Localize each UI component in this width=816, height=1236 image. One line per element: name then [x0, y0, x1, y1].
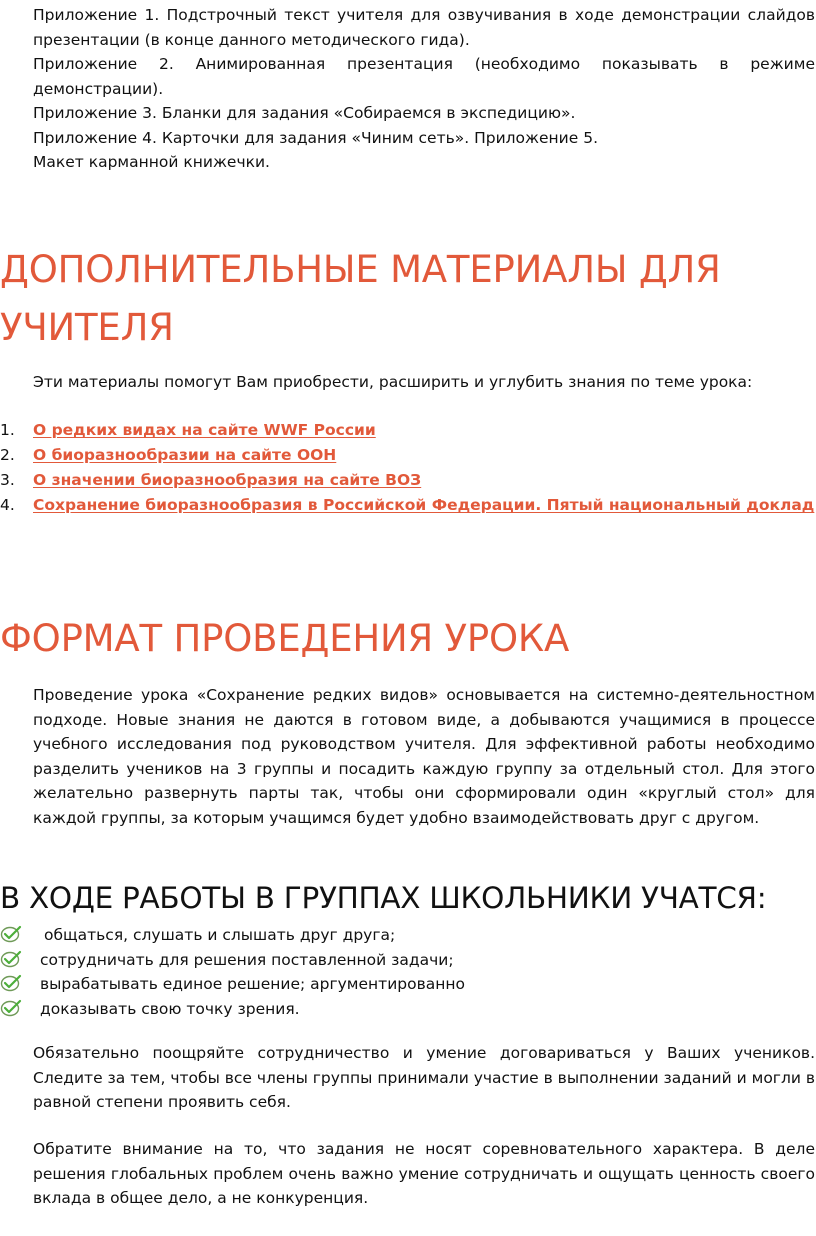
materials-heading-line1: ДОПОЛНИТЕЛЬНЫЕ МАТЕРИАЛЫ ДЛЯ	[0, 248, 721, 291]
list-number: 1.	[0, 421, 15, 439]
link-wwf-rare-species[interactable]: О редких видах на сайте WWF России	[33, 421, 376, 439]
list-item	[0, 469, 814, 494]
link-un-biodiversity[interactable]: О биоразнообразии на сайте ООН	[33, 446, 337, 464]
link-who-biodiversity[interactable]: О значении биоразнообразия на сайте ВОЗ	[33, 471, 422, 489]
check-icon	[0, 950, 22, 968]
link-national-report[interactable]: Сохранение биоразнообразия в Российской Федерации. Пятый национальный доклад	[33, 496, 815, 514]
skill-text: вырабатывать единое решение; аргументированно	[40, 975, 465, 993]
materials-links	[0, 419, 814, 519]
appendix-line: Приложение 4. Карточки для задания «Чиним сеть». Приложение 5.	[33, 128, 598, 147]
appendix-list	[33, 3, 815, 175]
list-item	[0, 924, 465, 949]
materials-heading-line2: УЧИТЕЛЯ	[0, 306, 174, 349]
groups-heading: В ХОДЕ РАБОТЫ В ГРУППАХ ШКОЛЬНИКИ УЧАТСЯ:	[0, 881, 767, 915]
format-paragraph: Проведение урока «Сохранение редких видов» основывается на системно-деятельностном подходе. Новые знания не даются в готовом виде, а добываются учащимися в процессе учебного исследования под руководством учителя. Для эффективной работы необходимо разделить учеников на 3 группы и посадить каждую группу за отдельный стол. Для этого желательно развернуть парты так, чтобы они сформировали один «круглый стол» для каждой группы, за которым учащимся будет удобно взаимодействовать друг с другом.	[33, 686, 815, 827]
list-item	[0, 998, 465, 1023]
list-item	[0, 973, 465, 998]
list-number: 4.	[0, 496, 15, 514]
appendix-line: Приложение 3. Бланки для задания «Собираемся в экспедицию».	[33, 104, 576, 122]
list-number: 2.	[0, 446, 15, 464]
list-item	[0, 444, 814, 469]
check-icon	[0, 999, 22, 1017]
check-icon	[0, 925, 22, 943]
list-item	[0, 419, 814, 444]
skills-list	[0, 924, 465, 1022]
skill-text: сотрудничать для решения поставленной задачи;	[40, 950, 454, 969]
competition-paragraph: Обратите внимание на то, что задания не носят соревновательного характера. В деле решения глобальных проблем очень важно умение сотрудничать и ощущать ценность своего вклада в общее дело, а не конкуренция.	[33, 1140, 815, 1207]
materials-heading	[0, 241, 721, 357]
appendix-line: Приложение 2. Анимированная презентация (необходимо показывать в режиме демонстрации).	[33, 55, 815, 98]
check-icon	[0, 974, 22, 992]
format-heading: ФОРМАТ ПРОВЕДЕНИЯ УРОКА	[0, 617, 570, 660]
cooperation-paragraph: Обязательно поощряйте сотрудничество и умение договариваться у Ваших учеников. Следите за тем, чтобы все члены группы принимали участие в выполнении заданий и могли в равной степени проявить себя.	[33, 1044, 815, 1111]
list-item	[0, 494, 814, 519]
skill-text: общаться, слушать и слышать друг друга;	[44, 926, 396, 944]
list-number: 3.	[0, 471, 15, 489]
appendix-line: Макет карманной книжечки.	[33, 153, 270, 171]
materials-lead: Эти материалы помогут Вам приобрести, расширить и углубить знания по теме урока:	[33, 373, 753, 391]
skill-text: доказывать свою точку зрения.	[40, 999, 300, 1018]
list-item	[0, 949, 465, 974]
appendix-line: Приложение 1. Подстрочный текст учителя для озвучивания в ходе демонстрации слайдов презентации (в конце данного методического гида).	[33, 6, 815, 49]
